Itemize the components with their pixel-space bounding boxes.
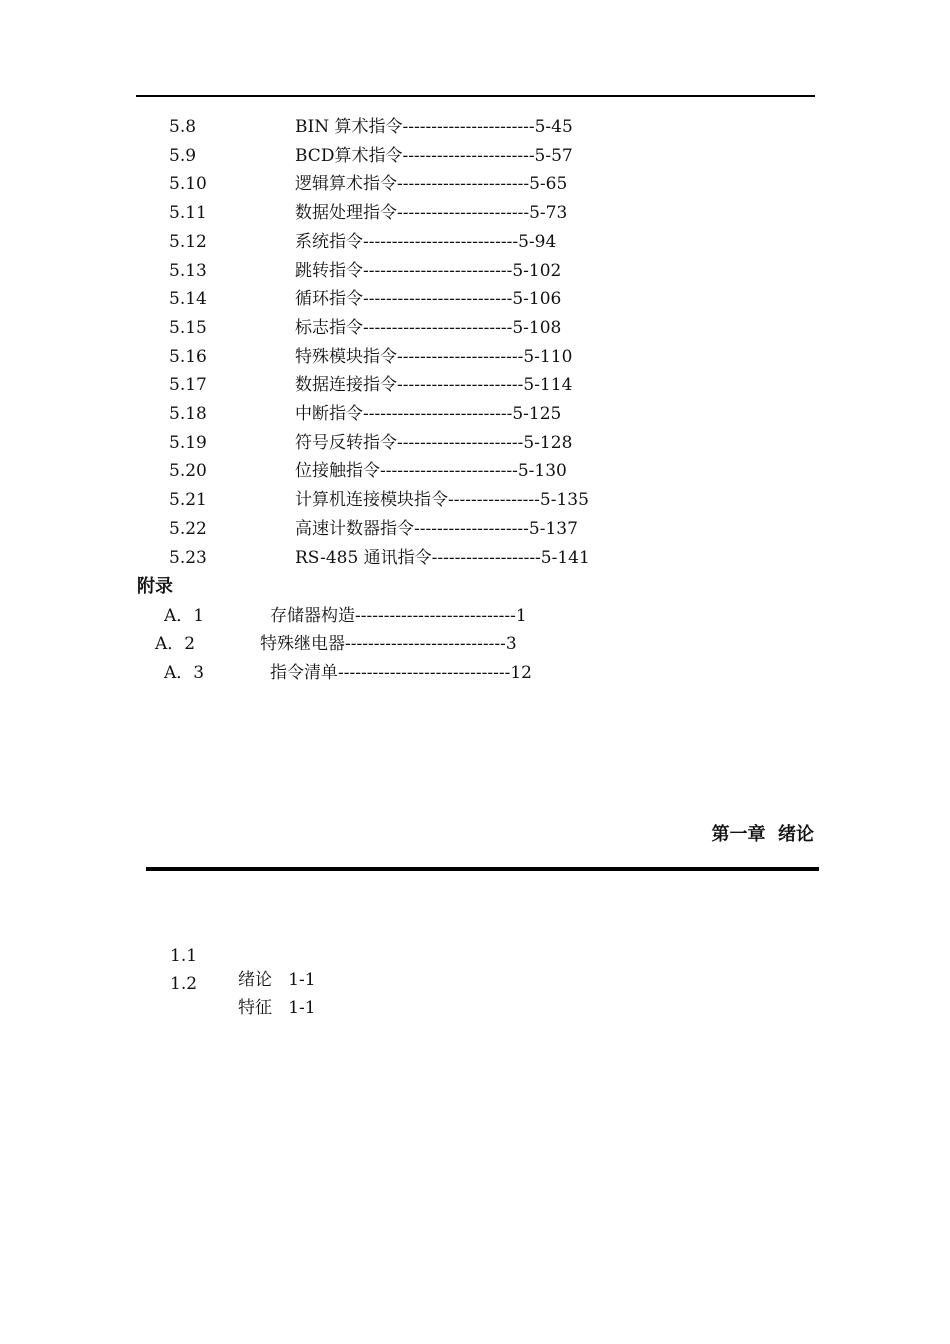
appendix-number: A．3 [164,663,205,683]
toc-entry: 位接触指令------------------------5-130 [295,461,567,482]
toc-entry: 符号反转指令----------------------5-128 [295,432,573,453]
toc-number: 5.13 [169,260,207,281]
toc-entry: 数据处理指令-----------------------5-73 [295,203,568,224]
appendix-number: A．2 [155,634,196,654]
chapter-rule [146,867,819,871]
toc-number: 5.21 [169,490,207,511]
section-entry: 绪论 1-1 [238,970,316,990]
toc-entry: 计算机连接模块指令----------------5-135 [295,490,589,511]
appendix-heading: 附录 [137,576,173,597]
toc-entry: BIN 算术指令-----------------------5-45 [295,117,573,137]
toc-number: 5.17 [169,375,207,396]
toc-number: 5.11 [169,203,207,224]
section-entry: 特征 1-1 [238,998,316,1018]
toc-number: 5.10 [169,174,207,195]
toc-number: 5.14 [169,289,207,310]
toc-number: 5.12 [169,231,207,252]
toc-number: 5.15 [169,317,207,338]
toc-entry: 标志指令--------------------------5-108 [295,317,562,338]
toc-entry: RS-485 通讯指令-------------------5-141 [295,547,590,568]
toc-entry: 中断指令--------------------------5-125 [295,404,562,424]
appendix-number: A．1 [164,606,205,626]
toc-number: 5.8 [169,117,197,137]
toc-number: 5.22 [169,518,207,539]
toc-entry: 特殊模块指令----------------------5-110 [295,346,573,367]
appendix-entry: 特殊继电器----------------------------3 [260,634,517,654]
toc-entry: 系统指令---------------------------5-94 [295,231,557,252]
toc-entry: 跳转指令--------------------------5-102 [295,260,562,281]
appendix-entry: 指令清单------------------------------12 [270,663,532,683]
toc-entry: 循环指令--------------------------5-106 [295,289,562,310]
appendix-entry: 存储器构造----------------------------1 [270,606,527,626]
section-number: 1.1 [170,946,198,966]
toc-number: 5.18 [169,404,207,424]
toc-number: 5.19 [169,432,207,453]
top-rule [136,95,815,97]
chapter-title: 第一章 绪论 [711,824,814,845]
section-number: 1.2 [170,974,198,994]
toc-number: 5.23 [169,547,207,568]
toc-entry: 数据连接指令----------------------5-114 [295,375,573,396]
toc-number: 5.9 [169,145,197,166]
toc-number: 5.20 [169,461,207,482]
toc-entry: BCD算术指令-----------------------5-57 [295,145,573,166]
toc-number: 5.16 [169,346,207,367]
toc-entry: 逻辑算术指令-----------------------5-65 [295,174,568,195]
toc-entry: 高速计数器指令--------------------5-137 [295,518,578,539]
